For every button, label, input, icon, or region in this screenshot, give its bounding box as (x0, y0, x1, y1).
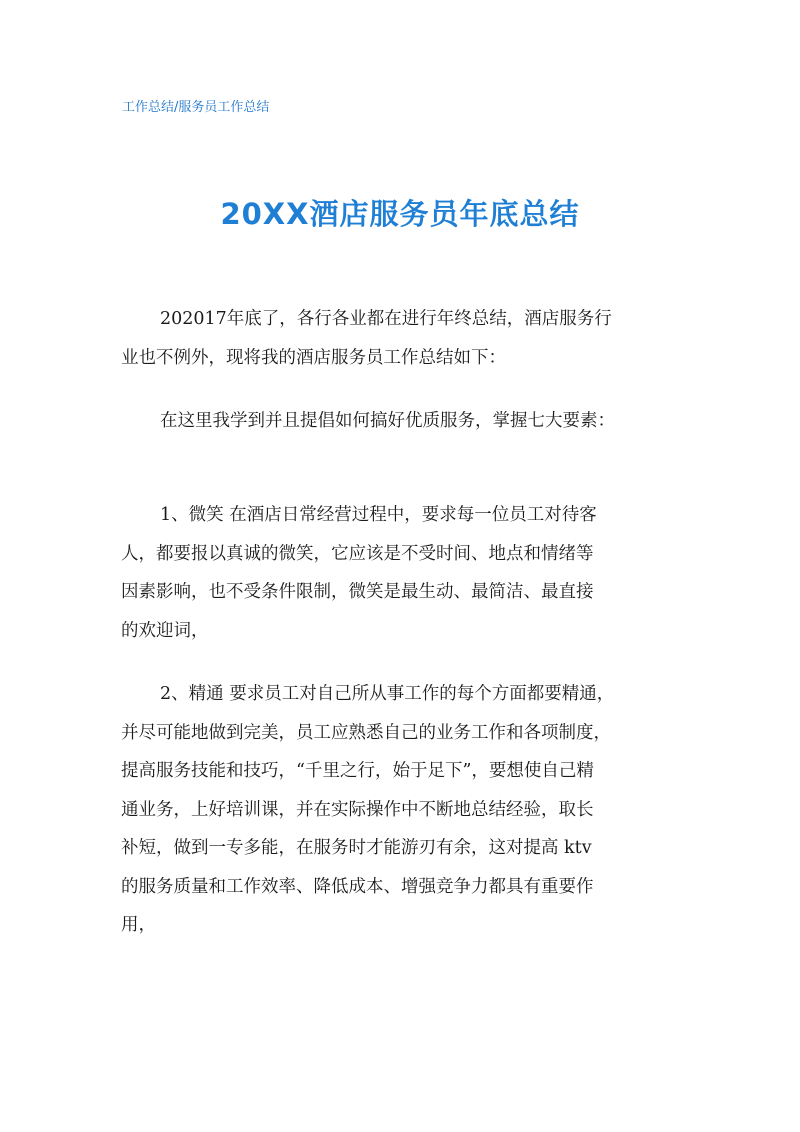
paragraph-line: 用， (121, 915, 156, 935)
paragraph-line: 的服务质量和工作效率、降低成本、增强竞争力都具有重要作 (121, 876, 594, 897)
paragraph-line: 人，都要报以真诚的微笑，它应该是不受时间、地点和情绪等 (121, 543, 594, 564)
paragraph-line: 因素影响，也不受条件限制，微笑是最生动、最简洁、最直接 (121, 582, 594, 602)
paragraph-proficiency (121, 675, 681, 945)
paragraph-line: 在这里我学到并且提倡如何搞好优质服务，掌握七大要素： (160, 411, 615, 431)
paragraph-line: 的欢迎词， (121, 620, 209, 641)
paragraph-line: 1、微笑 在酒店日常经营过程中，要求每一位员工对待客 (160, 505, 597, 525)
paragraph-line: 补短，做到一专多能，在服务时才能游刃有余，这对提高 ktv (121, 838, 592, 858)
paragraph-line: 并尽可能地做到完美，员工应熟悉自己的业务工作和各项制度， (121, 722, 611, 743)
paragraph-intro (121, 300, 681, 377)
paragraph-line: 通业务，上好培训课，并在实际操作中不断地总结经验，取长 (121, 799, 594, 820)
paragraph-line: 2、精通 要求员工对自己所从事工作的每个方面都要精通， (160, 684, 615, 704)
paragraph-line: 业也不例外，现将我的酒店服务员工作总结如下： (121, 347, 506, 368)
paragraph-line: 提高服务技能和技巧，“千里之行，始于足下”，要想使自己精 (121, 761, 594, 781)
breadcrumb: 工作总结/服务员工作总结 (122, 100, 270, 115)
paragraph-smile (121, 496, 681, 650)
page-title: 20XX酒店服务员年底总结 (220, 197, 580, 231)
paragraph-line: 202017年底了，各行各业都在进行年终总结，酒店服务行 (160, 309, 612, 329)
paragraph-elements (121, 402, 681, 441)
